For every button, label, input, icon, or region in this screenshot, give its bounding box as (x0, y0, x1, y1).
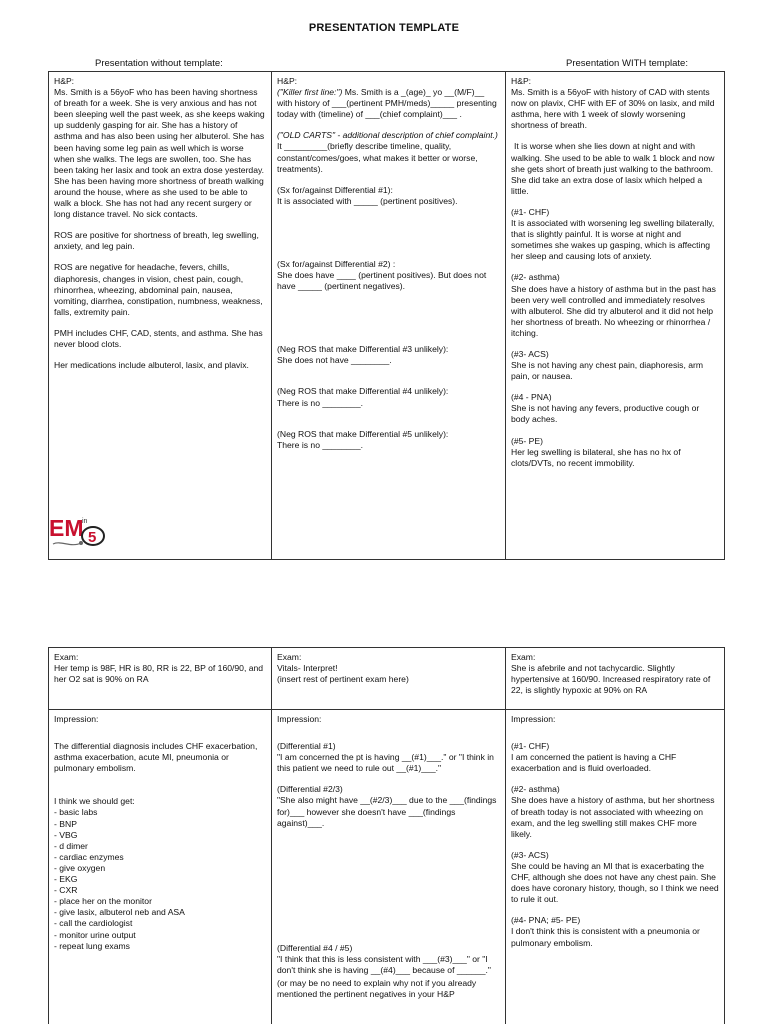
hp-left-pmh: PMH includes CHF, CAD, stents, and asthma. She has never blood clots. (54, 327, 263, 349)
impression-mid-d1-text: "I am concerned the pt is having __(#1)___." or "I think in this patient we need to rule out __(#1)___." (277, 752, 494, 774)
logo-em-text: EM (49, 515, 84, 541)
sx2-label: (Sx for/against Differential #2) : (277, 258, 396, 269)
hp-right-d4-label: (#4 - PNA) (511, 392, 552, 403)
header-with-template: Presentation WITH template: (566, 58, 688, 69)
plan-list-item: - repeat lung exams (54, 940, 130, 951)
neg3-text: She does not have ________. (277, 355, 392, 366)
logo-in-text: in (82, 518, 88, 525)
plan-list-item: - cardiac enzymes (54, 851, 124, 862)
impression-mid-d23-label: (Differential #2/3) (277, 784, 343, 795)
hp-right-summary: Ms. Smith is a 56yoF with history of CAD with stents now on plavix, CHF with EF of 30% on lasix, and mild asthma, here with 1 week of slowly worsening shortness of breath. (511, 87, 715, 131)
exam-right-cell (506, 648, 725, 710)
hp-left-story: Ms. Smith is a 56yoF who has been having shortness of breath for a week. She is very anxious and has not been sleeping well the past week, as she keeps waking up suddenly gasping for air. She has a history of asthma and has also been using her albuterol. She has been having some leg pain as well which is worse when she walks. The legs are swollen, too. She has been taking her lasix and took an extra dose yesterday. She has been having more shortness of breath walking around the house, where as she used to be able to walk a block. She has not had any recent surgery or long distance travel. No sick contacts. (54, 87, 265, 220)
hp-mid-killer-line (277, 87, 500, 120)
exam-mid-rest: (insert rest of pertinent exam here) (277, 674, 409, 685)
impression-right-label: Impression: (511, 714, 556, 724)
page-title: PRESENTATION TEMPLATE (308, 22, 460, 34)
exam-mid-vitals: Vitals- Interpret! (277, 663, 338, 674)
em-in-5-logo (49, 510, 109, 550)
impression-right-d45-text: I don't think this is consistent with a pneumonia or pulmonary embolism. (511, 926, 700, 948)
neg4-label: (Neg ROS that make Differential #4 unlikely): (277, 386, 449, 397)
hp-right-d2-text: She does have a history of asthma but in the past has been very well controlled and immediately resolves with albuterol. She did try albuterol and it did not help her shortness of breath. No wheezing or rhinorrhea / itching. (511, 283, 716, 338)
hp-right-d1-text: It is associated with worsening leg swelling bilaterally, that is slightly painful. It is worse at night and sometimes she wakes up gasping, which is affecting her sleep and causing lots of anxiety. (511, 218, 715, 262)
impression-right-cell (506, 710, 725, 1024)
impression-right-d3-label: (#3- ACS) (511, 849, 549, 860)
hp-right-d2-label: (#2- asthma) (511, 272, 560, 283)
hp-right-d3-label: (#3- ACS) (511, 348, 549, 359)
impression-mid-note: (or may be no need to explain why not if you already mentioned the pertinent negatives in your H&P (277, 978, 477, 1000)
logo-stethoscope-head-icon (79, 541, 83, 545)
header-without-template: Presentation without template: (95, 58, 223, 69)
plan-list-item: - basic labs (54, 807, 98, 818)
exam-mid-label: Exam: (277, 652, 302, 662)
neg5-text: There is no ________. (277, 439, 364, 450)
hp-mid-oldcarts (277, 130, 500, 174)
exam-right-label: Exam: (511, 652, 536, 662)
hp-right-label: H&P: (511, 76, 532, 86)
neg3-label: (Neg ROS that make Differential #3 unlikely): (277, 344, 449, 355)
hp-right-d1-label: (#1- CHF) (511, 206, 550, 217)
exam-impression-table (48, 647, 725, 1024)
sx2-text: She does have ____ (pertinent positives). But does not have _____ (pertinent negatives). (277, 270, 487, 292)
plan-list-item: - give lasix, albuterol neb and ASA (54, 907, 185, 918)
impression-right-d3-text: She could be having an MI that is exacerbating the CHF, although she does not have any chest pain. She does have coronary history, though, so I think we need to rule it out. (511, 860, 719, 905)
plan-list-item: - d dimer (54, 840, 88, 851)
plan-list-item: - CXR (54, 885, 78, 896)
hp-mid-label: H&P: (277, 76, 298, 86)
impression-right-d45-label: (#4- PNA; #5- PE) (511, 915, 581, 926)
hp-right-d5-text: Her leg swelling is bilateral, she has no hx of clots/DVTs, no recent immobility. (511, 446, 681, 468)
neg5-label: (Neg ROS that make Differential #5 unlikely): (277, 428, 449, 439)
impression-mid-cell (272, 710, 506, 1024)
impression-left-cell (49, 710, 272, 1024)
impression-mid-d23-text: "She also might have __(#2/3)___ due to the ___(findings for)___ however she doesn't have ___(findings against)___. (277, 795, 497, 828)
impression-mid-label: Impression: (277, 714, 322, 724)
impression-mid-d45-label: (Differential #4 / #5) (277, 942, 353, 953)
hp-right-d4-text: She is not having any fevers, productive cough or body aches. (511, 403, 700, 425)
hp-left-ros-positive: ROS are positive for shortness of breath, leg swelling, anxiety, and leg pain. (54, 230, 259, 252)
impression-right-d1-label: (#1- CHF) (511, 741, 550, 752)
hp-right-d5-label: (#5- PE) (511, 435, 543, 446)
hp-right-d3-text: She is not having any chest pain, diaphoresis, arm pain, or nausea. (511, 360, 704, 382)
neg4-text: There is no ________. (277, 397, 364, 408)
plan-list-item: - VBG (54, 829, 78, 840)
plan-list-item: - EKG (54, 874, 78, 885)
plan-list-item: - BNP (54, 818, 77, 829)
hp-left-cell (49, 72, 272, 560)
impression-right-d2-text: She does have a history of asthma, but her shortness of breath today is not associated with wheezing on exam, and the leg swelling still makes CHF more likely. (511, 795, 715, 839)
exam-left-label: Exam: (54, 652, 79, 662)
sx1-text: It is associated with _____ (pertinent positives). (277, 195, 458, 206)
hp-left-meds: Her medications include albuterol, lasix, and plavix. (54, 360, 249, 371)
plan-list-item: - monitor urine output (54, 929, 136, 940)
plan-list-item: - call the cardiologist (54, 918, 133, 929)
plan-list-item: - give oxygen (54, 862, 106, 873)
impression-right-d1-text: I am concerned the patient is having a CHF exacerbation and is fluid overloaded. (511, 752, 677, 774)
killer-line-text: Ms. Smith is a _(age)_ yo __(M/F)__ with history of ___(pertinent PMH/meds)_____ presenting today with (timeline) of ___(chief complaint)___ . (277, 87, 497, 120)
exam-right-text: She is afebrile and not tachycardic. Slightly hypertensive at 160/90. Increased respiratory rate of 22, is slightly hypoxic at 90% on RA (511, 663, 711, 696)
impression-left-plan-list (54, 807, 266, 951)
killer-line-hint: ("Killer first line:") (277, 87, 343, 98)
sx1-label: (Sx for/against Differential #1): (277, 184, 393, 195)
impression-mid-d1-label: (Differential #1) (277, 741, 336, 752)
hp-left-ros-negative: ROS are negative for headache, fevers, chills, diaphoresis, changes in vision, chest pain, cough, rhinorrhea, wheezing, abdominal pain, nausea, vomiting, diarrhea, constipation, numbness, weakness, falls, extremity pain. (54, 262, 263, 317)
impression-left-label: Impression: (54, 714, 99, 724)
exam-left-cell (49, 648, 272, 710)
exam-mid-cell (272, 648, 506, 710)
impression-right-d2-label: (#2- asthma) (511, 784, 560, 795)
logo-5-text: 5 (88, 529, 97, 546)
impression-mid-d45-text: "I think that this is less consistent with ___(#3)___" or "I don't think she is having __(#4)___ because of ______." (277, 953, 491, 975)
oldcarts-hint: ("OLD CARTS" - additional description of chief complaint.) (277, 130, 498, 141)
impression-left-plan-intro: I think we should get: (54, 796, 135, 807)
hp-left-label: H&P: (54, 76, 75, 86)
exam-left-text: Her temp is 98F, HR is 80, RR is 22, BP of 160/90, and her O2 sat is 90% on RA (54, 663, 264, 685)
oldcarts-text: It _________(briefly describe timeline, quality, constant/comes/goes, what makes it better or worse, treatments). (277, 141, 478, 174)
hp-right-oldcarts: It is worse when she lies down at night and with walking. She used to be able to walk 1 block and now she gets short of breath just walking to the bathroom. She did take an extra dose of lasix which helped a little. (511, 141, 715, 196)
logo-stethoscope-icon (53, 543, 81, 545)
hp-table (48, 71, 725, 560)
impression-left-differential: The differential diagnosis includes CHF exacerbation, asthma exacerbation, acute MI, pneumonia or pulmonary embolism. (54, 741, 258, 774)
hp-right-cell (506, 72, 725, 560)
hp-mid-cell (272, 72, 506, 560)
plan-list-item: - place her on the monitor (54, 896, 152, 907)
